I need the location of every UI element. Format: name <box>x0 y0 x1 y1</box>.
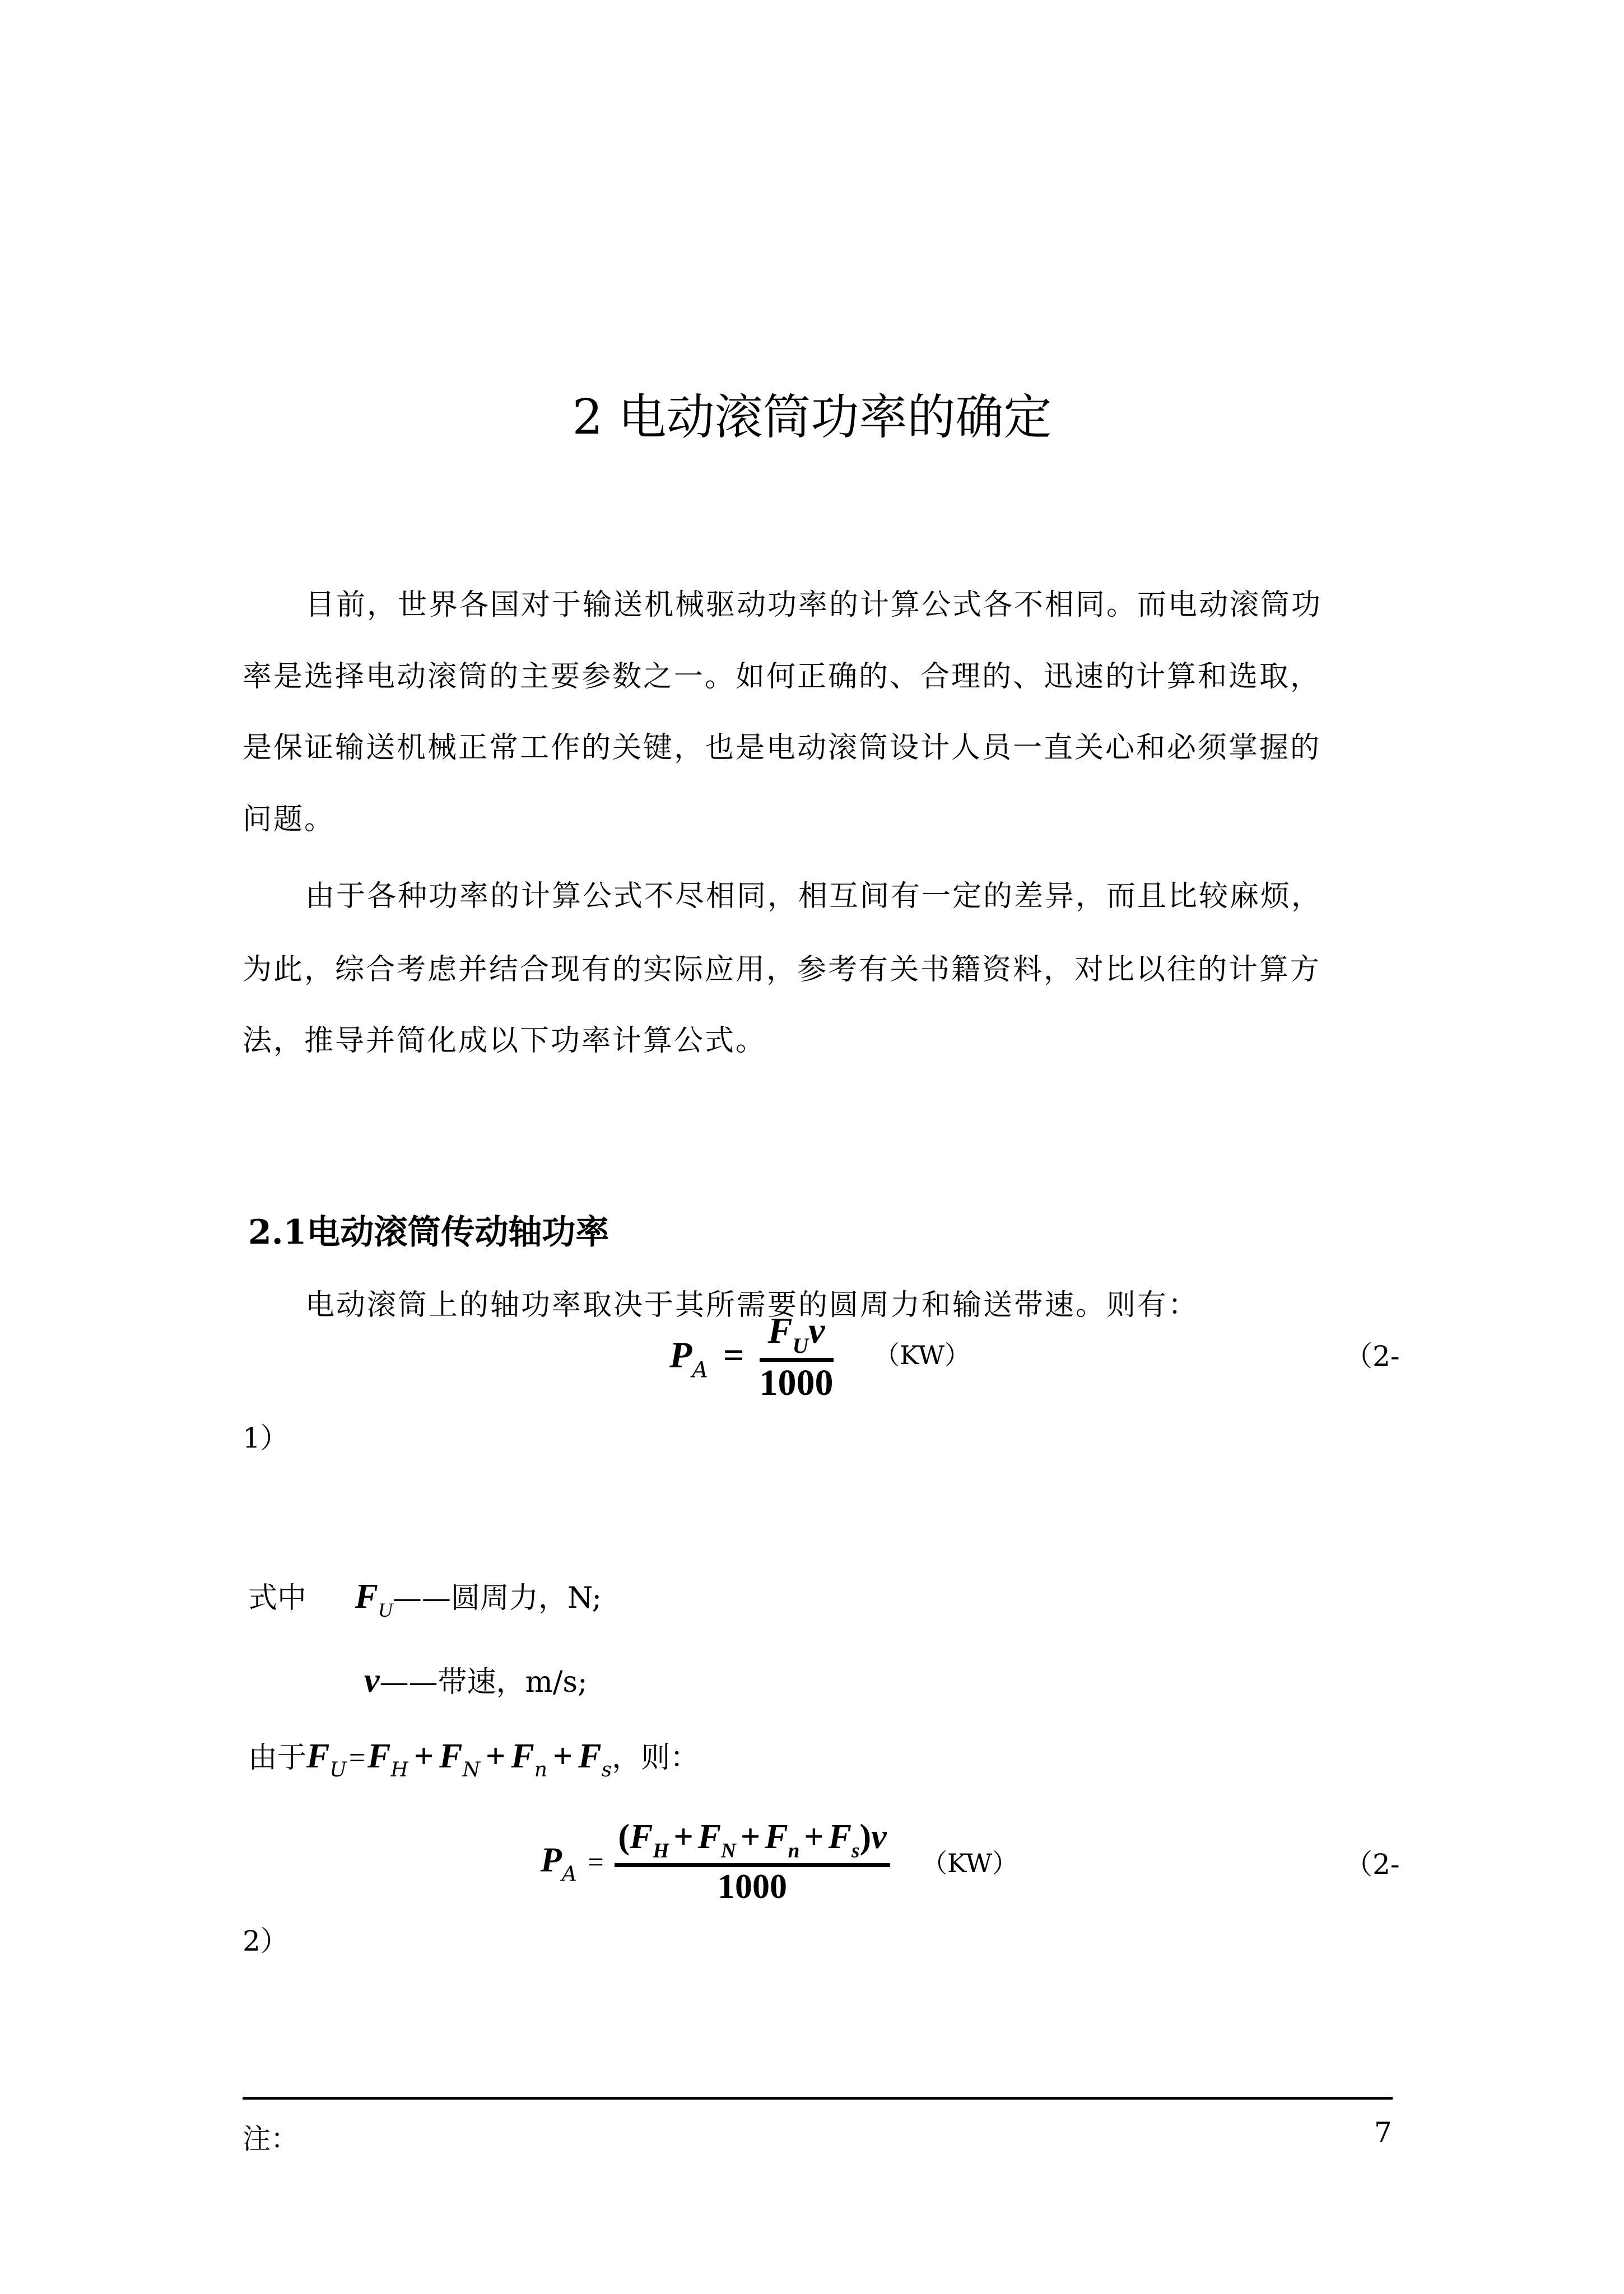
paragraph1-line: 是保证输送机械正常工作的关键，也是电动滚筒设计人员一直关心和必须掌握的 <box>243 731 1321 765</box>
where-fu-var: F <box>355 1578 378 1616</box>
formula1-eq-number-end: 1） <box>243 1422 288 1454</box>
sum-suffix: ，则： <box>612 1741 700 1775</box>
formula1-numerator <box>760 1311 834 1362</box>
formula2-unit: （KW） <box>922 1848 1018 1878</box>
formula2-v: v <box>871 1818 887 1856</box>
formula2-plus: + <box>804 1818 824 1856</box>
formula1-lhs-sub: A <box>692 1357 708 1383</box>
sum-term-sub: N <box>462 1758 481 1782</box>
where-fu-line <box>248 1577 602 1630</box>
sum-equals: = <box>348 1742 366 1774</box>
sum-term-sub: H <box>390 1758 408 1782</box>
formula2-term: F <box>697 1818 722 1856</box>
paragraph1-line: 率是选择电动滚筒的主要参数之一。如何正确的、合理的、迅速的计算和选取， <box>243 660 1321 694</box>
formula1-eq-number-start: （2- <box>1344 1340 1400 1372</box>
page-number: 7 <box>1374 2116 1392 2149</box>
formula2-term: F <box>765 1818 788 1856</box>
formula2-close-paren: ) <box>859 1818 872 1856</box>
formula2-numerator <box>615 1818 890 1867</box>
formula1-num-var: F <box>767 1310 793 1351</box>
formula2-term-sub: n <box>788 1839 800 1863</box>
formula1-num-v: v <box>808 1310 825 1351</box>
formula2-eq-number-start: （2- <box>1344 1848 1400 1881</box>
sum-plus: + <box>486 1737 506 1775</box>
formula2-term: F <box>828 1818 851 1856</box>
formula2-open-paren: ( <box>618 1818 630 1856</box>
paragraph1-line: 问题。 <box>243 803 336 836</box>
paragraph2-line: 法，推导并简化成以下功率计算公式。 <box>243 1024 767 1058</box>
where-fu-sub: U <box>378 1599 393 1622</box>
paragraph2-line: 由于各种功率的计算公式不尽相同，相互间有一定的差异，而且比较麻烦， <box>305 880 1323 913</box>
formula2-plus: + <box>673 1818 694 1856</box>
paragraph2-line: 为此，综合考虑并结合现有的实际应用，参考有关书籍资料，对比以往的计算方 <box>243 953 1321 987</box>
sum-term-sub: U <box>329 1758 347 1782</box>
footer-rule <box>243 2097 1393 2100</box>
formula1-lhs: P <box>669 1334 692 1376</box>
sum-prefix: 由于 <box>248 1741 307 1775</box>
formula1-equals: = <box>723 1334 744 1376</box>
footer-note-label: 注： <box>243 2123 299 2155</box>
where-prefix: 式中 <box>248 1581 307 1615</box>
sum-term: F <box>511 1737 534 1775</box>
chapter-title: 2 电动滚筒功率的确定 <box>572 389 1052 445</box>
formula-2-1 <box>669 1311 834 1404</box>
sum-term: F <box>439 1737 463 1775</box>
section-intro: 电动滚筒上的轴功率取决于其所需要的圆周力和输送带速。则有： <box>305 1288 1199 1322</box>
formula2-term: F <box>630 1818 653 1856</box>
formula1-denominator: 1000 <box>759 1362 834 1404</box>
formula2-lhs-sub: A <box>561 1861 577 1886</box>
formula2-term-sub: s <box>851 1839 860 1863</box>
formula2-plus: + <box>740 1818 761 1856</box>
formula2-denominator: 1000 <box>718 1867 788 1906</box>
where-v-desc: ——带速，m/s; <box>379 1665 588 1699</box>
sum-line <box>248 1734 699 1793</box>
sum-plus: + <box>413 1737 434 1775</box>
formula2-lhs: P <box>541 1841 562 1879</box>
sum-term-sub: n <box>534 1758 547 1782</box>
formula2-eq-number-end: 2） <box>243 1925 288 1957</box>
sum-plus: + <box>552 1737 573 1775</box>
where-v-var: v <box>364 1662 380 1700</box>
sum-term: F <box>367 1737 391 1775</box>
where-v-line <box>364 1661 588 1702</box>
formula1-unit: （KW） <box>874 1340 971 1370</box>
formula2-term-sub: N <box>721 1839 736 1863</box>
sum-term: F <box>578 1737 602 1775</box>
paragraph1-line: 目前，世界各国对于输送机械驱动功率的计算公式各不相同。而电动滚筒功 <box>305 588 1323 622</box>
sum-term: F <box>306 1737 330 1775</box>
formula2-equals: = <box>588 1846 604 1878</box>
section-heading: 2.1电动滚筒传动轴功率 <box>248 1213 609 1252</box>
formula-2-2 <box>541 1818 890 1907</box>
formula2-fraction <box>615 1818 890 1907</box>
formula2-term-sub: H <box>653 1839 669 1863</box>
formula1-fraction <box>760 1311 834 1404</box>
where-fu-desc: ——圆周力，N; <box>392 1581 602 1615</box>
sum-term-sub: s <box>601 1758 612 1782</box>
formula1-num-sub: U <box>792 1333 809 1358</box>
